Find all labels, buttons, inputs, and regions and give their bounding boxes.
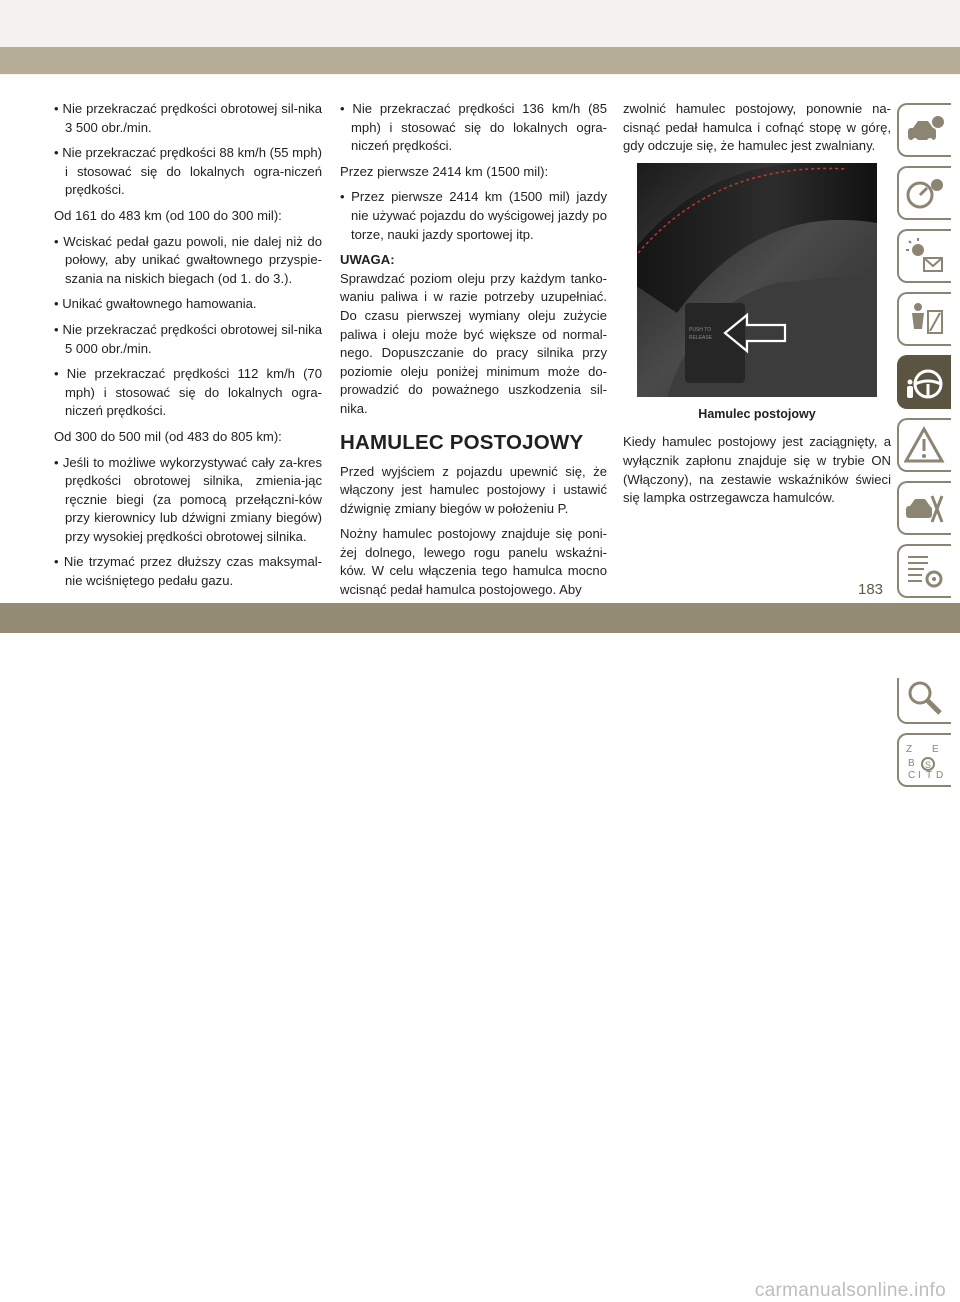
- tab-specs[interactable]: [897, 544, 951, 598]
- first-2414-km: Przez pierwsze 2414 km (1500 mil):: [340, 163, 549, 179]
- svg-text:RELEASE: RELEASE: [689, 334, 713, 341]
- warning-lamp-text: Kiedy hamulec postojowy jest zaciągnięty, a wyłącznik zapłonu znajduje się w trybie ON (Włączony), na zestawie wskaźników świeci się lampka ostrzegawcza hamulców.: [623, 434, 891, 506]
- section-heading: HAMULEC POSTOJOWY: [340, 430, 584, 454]
- bullet-rpm-5000: • Nie przekraczać prędkości obrotowej sil-nika 5 000 obr./min.: [54, 321, 322, 356]
- search-icon: [904, 677, 946, 719]
- photo-caption: Hamulec postojowy: [698, 406, 816, 421]
- chapter-tabs: [897, 103, 957, 796]
- tab-search[interactable]: [897, 670, 951, 724]
- footer-area: [0, 633, 960, 1301]
- safety-icon: [904, 299, 946, 341]
- watermark-text: carmanualsonline.info: [754, 1280, 946, 1301]
- column-right: [623, 100, 891, 515]
- svg-text:D: D: [936, 770, 944, 781]
- tab-warning-lights[interactable]: [897, 229, 951, 283]
- bullet-braking: • Unikać gwałtownego hamowania.: [54, 296, 257, 312]
- svg-text:I: I: [918, 770, 921, 781]
- tab-service[interactable]: [897, 481, 951, 535]
- note-text: Sprawdzać poziom oleju przy każdym tanko-waniu paliwa i w razie potrzeby uzupełniać. Do czasu pierwszej wymiany oleju zużycie paliwa i oleju może być większe od normal-nego. Dopuszczanie do pracy silnika przy poziomie oleju poniżej minimum może do-prowadzić do poważnego uszkodzenia sil-nika.: [340, 270, 607, 416]
- index-icon: [904, 740, 946, 782]
- car-info-icon: [904, 110, 946, 152]
- column-middle: [340, 100, 607, 607]
- range-161-483: Od 161 do 483 km (od 100 do 300 mil):: [54, 207, 282, 223]
- svg-text:Z: Z: [906, 744, 913, 755]
- bullet-max-throttle: • Nie trzymać przez dłuższy czas maksymal-nie wciśniętego pedału gazu.: [54, 554, 322, 589]
- column-left: [54, 100, 322, 598]
- bullet-speed-136: • Nie przekraczać prędkości 136 km/h (85 mph) i stosować się do lokalnych ogra-niczeń prędkości.: [340, 101, 607, 154]
- tab-roadside[interactable]: [897, 418, 951, 472]
- bullet-speed-88: • Nie przekraczać prędkości 88 km/h (55 mph) i stosować się do lokalnych ogra-niczeń prędkości.: [54, 145, 323, 198]
- tab-dashboard[interactable]: [897, 166, 951, 220]
- page-number: 183: [858, 581, 884, 598]
- service-icon: [904, 488, 946, 530]
- steering-wheel-photo-icon: [637, 163, 877, 397]
- steering-wheel-icon: [904, 362, 946, 404]
- parking-brake-intro: Przed wyjściem z pojazdu upewnić się, że włączony jest hamulec postojowy i ustawić dźwignię zmiany biegów w położeniu P.: [340, 463, 607, 516]
- bullet-speed-112: • Nie przekraczać prędkości 112 km/h (70 mph) i stosować się do lokalnych ogra-niczeń prędkości.: [54, 366, 322, 419]
- svg-text:C: C: [908, 770, 916, 781]
- parking-brake-photo: [637, 163, 877, 397]
- svg-text:S: S: [925, 760, 932, 770]
- svg-text:PUSH TO: PUSH TO: [689, 326, 712, 333]
- svg-text:B: B: [908, 758, 915, 769]
- tab-index[interactable]: [897, 733, 951, 787]
- range-300-500: Od 300 do 500 mil (od 483 do 805 km):: [54, 428, 282, 444]
- release-instructions: zwolnić hamulec postojowy, ponownie na-cisnąć pedał hamulca i cofnąć stopę w górę, gdy odczuje się, że hamulec jest zwalniany.: [623, 101, 891, 154]
- specs-icon: [904, 551, 946, 593]
- parking-brake-location: Nożny hamulec postojowy znajduje się poni-żej dolnego, lewego rogu panelu wskaźni-ków. W celu włączenia tego hamulca mocno wcisnąć pedał hamulca postojowego. Aby: [340, 526, 607, 598]
- svg-text:T: T: [926, 770, 933, 781]
- header-band-area: [0, 0, 960, 75]
- warning-lights-icon: [904, 236, 946, 278]
- roadside-warning-icon: [904, 425, 946, 467]
- bullet-rpm-3500: • Nie przekraczać prędkości obrotowej sil-nika 3 500 obr./min.: [54, 101, 322, 135]
- dashboard-info-icon: [904, 173, 946, 215]
- tab-safety[interactable]: [897, 292, 951, 346]
- tab-car-info[interactable]: [897, 103, 951, 157]
- svg-text:E: E: [932, 744, 939, 755]
- note-heading: UWAGA:: [340, 252, 395, 268]
- header-band: [0, 47, 960, 74]
- bullet-no-racing: • Przez pierwsze 2414 km (1500 mil) jazdy nie używać pojazdu do wyścigowej jazdy po torze, nauki jazdy sportowej itp.: [340, 189, 607, 242]
- footer-band: [0, 603, 960, 633]
- bullet-gas-pedal: • Wciskać pedał gazu powoli, nie dalej niż do połowy, aby unikać gwałtownego przyspie-szania na niskich biegach (od 1. do 3.).: [54, 233, 322, 286]
- bullet-full-rpm: • Jeśli to możliwe wykorzystywać cały za-kres prędkości obrotowej silnika, zmienia-jąc ręcznie biegi (za pomocą przełączni-ków przy kierownicy lub dźwigni zmiany biegów) przy wysokiej prędkości obrotowej silnika.: [54, 454, 322, 544]
- tab-driving[interactable]: [897, 355, 951, 409]
